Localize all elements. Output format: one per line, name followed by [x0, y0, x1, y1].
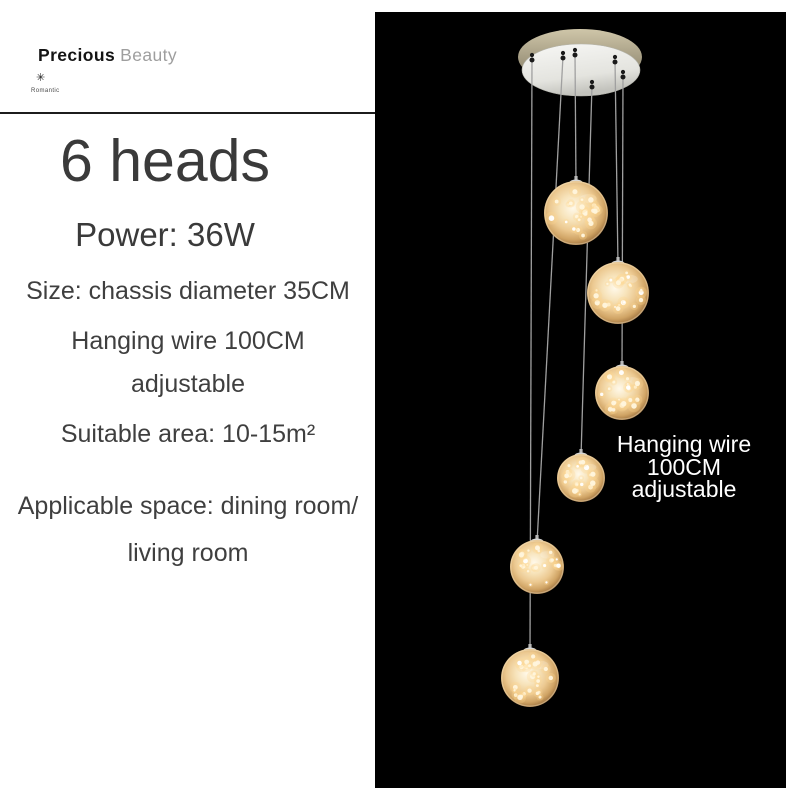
product-photo	[375, 12, 786, 788]
lamp-illustration	[375, 12, 786, 788]
brand-name-light: Beauty	[120, 45, 178, 65]
glass-globe	[501, 644, 559, 707]
brand-tagline: Romantic	[31, 88, 60, 94]
asterisk-icon: ✳	[36, 72, 46, 84]
spec-line-space2: living room	[127, 539, 249, 567]
brand-logo	[38, 45, 177, 66]
spec-line-wire: Hanging wire 100CM	[71, 327, 305, 355]
power-spec: Power: 36W	[75, 216, 255, 253]
spec-line-size: Size: chassis diameter 35CM	[26, 277, 350, 305]
spec-line-space: Applicable space: dining room/	[17, 492, 359, 520]
photo-caption-line2: adjustable	[631, 476, 737, 502]
hanging-wire	[622, 75, 623, 369]
headline-heads-count: 6 heads	[60, 128, 270, 194]
glass-globe	[595, 361, 649, 420]
photo-caption-line1: Hanging wire 100CM	[616, 431, 752, 480]
glass-globe	[587, 257, 649, 324]
brand-name-bold: Precious	[38, 45, 116, 65]
divider-line	[0, 112, 376, 114]
glass-globe	[510, 535, 564, 594]
hanging-wire	[581, 85, 592, 457]
spec-line-adjustable: adjustable	[131, 370, 245, 398]
info-panel	[0, 0, 376, 800]
spec-line-area: Suitable area: 10-15m²	[60, 420, 316, 448]
glass-globe	[544, 176, 608, 245]
